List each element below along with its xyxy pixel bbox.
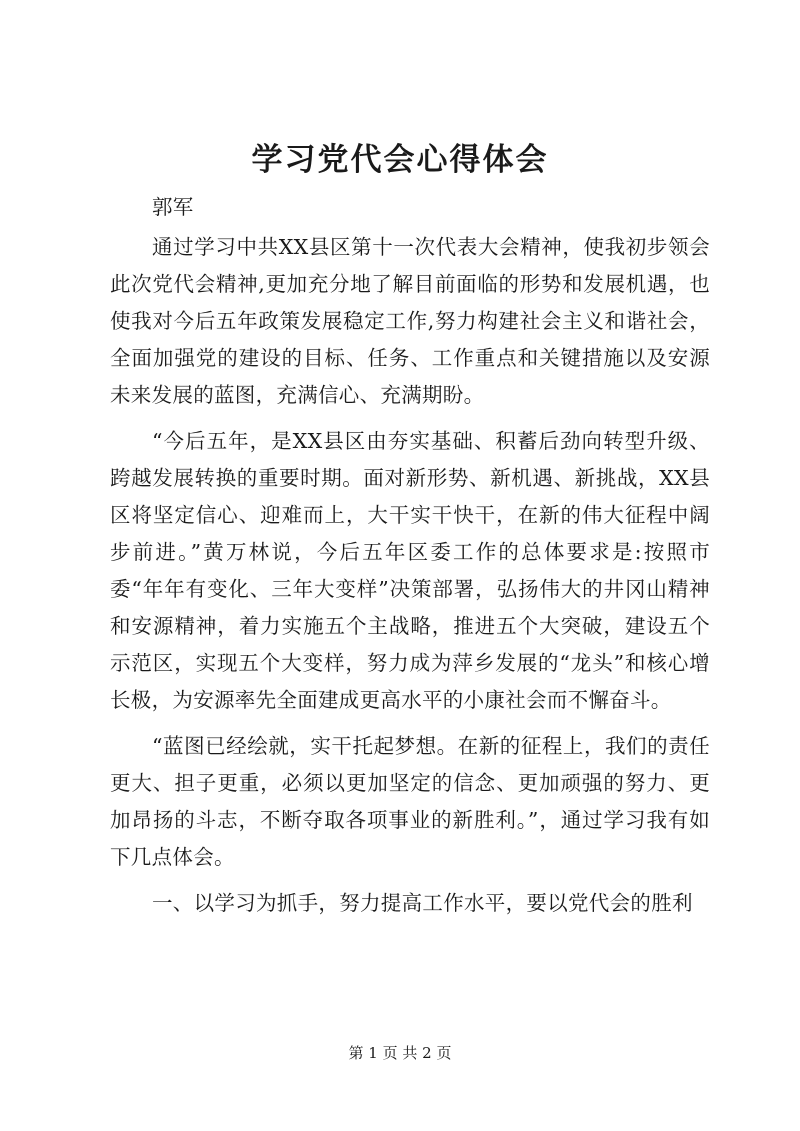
paragraph-1: 通过学习中共XX县区第十一次代表大会精神，使我初步领会此次党代会精神,更加充分地了解目前面临的形势和发展机遇，也使我对今后五年政策发展稳定工作,努力构建社会主义和谐社会，全面加强党的建设的目标、任务、工作重点和关键措施以及安源未来发展的蓝图，充满信心、充满期盼。 [110,235,710,407]
author-name: 郭军 [152,195,194,219]
paragraph-2: “今后五年，是XX县区由夯实基础、积蓄后劲向转型升级、跨越发展转换的重要时期。面对新形势、新机遇、新挑战，XX县区将坚定信心、迎难而上，大干实干快干，在新的伟大征程中阔步前进。”黄万林说，今后五年区委工作的总体要求是:按照市委“年年有变化、三年大变样”决策部署，弘扬伟大的井冈山精神和安源精神，着力实施五个主战略，推进五个大突破，建设五个示范区，实现五个大变样，努力成为萍乡发展的“龙头”和核心增长极，为安源率先全面建成更高水平的小康社会而不懈奋斗。 [110,429,710,712]
page-footer: 第 1 页 共 2 页 [348,1044,452,1062]
document-body [110,189,710,931]
paragraph-4: 一、以学习为抓手，努力提高工作水平，要以党代会的胜利 [152,891,693,915]
paragraph-3: “蓝图已经绘就，实干托起梦想。在新的征程上，我们的责任更大、担子更重，必须以更加坚定的信念、更加顽强的努力、更加昂扬的斗志，不断夺取各项事业的新胜利。”，通过学习我有如下几点体会。 [110,734,710,869]
document-title: 学习党代会心得体会 [251,142,549,178]
